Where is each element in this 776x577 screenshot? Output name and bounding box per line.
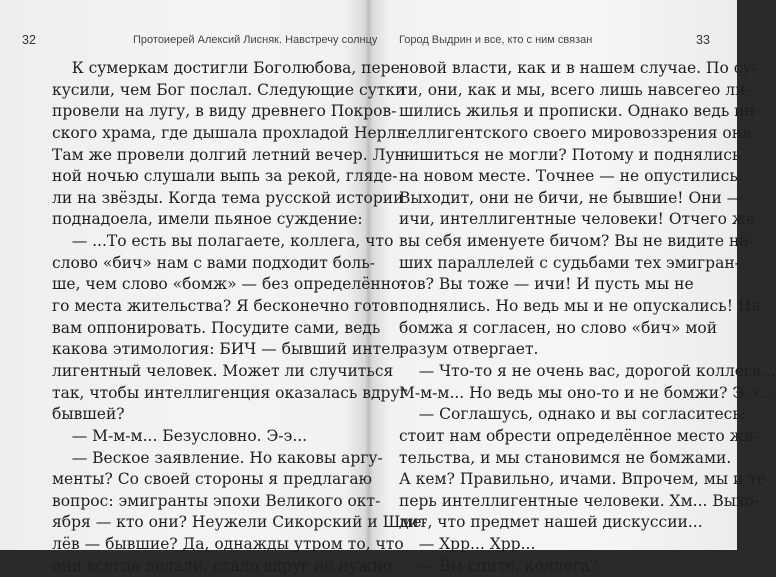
text-line: дит, что предмет нашей дискуссии... (399, 513, 703, 532)
text-line: менты? Со своей стороны я предлагаю (52, 470, 373, 489)
text-line: шились жилья и прописки. Однако ведь ин- (399, 102, 761, 121)
text-line: К сумеркам достигли Боголюбова, пере- (52, 59, 406, 77)
text-line: Там же провели долгий летний вечер. Лун- (52, 145, 411, 164)
text-line: ших параллелей с судьбами тех эмигран- (399, 253, 740, 272)
text-line: — Что-то я не очень вас, дорогой коллега... (399, 361, 776, 380)
running-head: Город Выдрин и все, кто с ним связан (399, 34, 593, 46)
text-line: кусили, чем Бог послал. Следующие сутки (52, 80, 406, 99)
text-line: тов? Вы тоже — ичи! И пусть мы не (399, 275, 694, 294)
text-line: А кем? Правильно, ичами. Впрочем, мы и те- (399, 470, 772, 489)
text-line: лёв — бывшие? Да, однажды утром то, что (52, 535, 404, 554)
text-line: новой власти, как и в нашем случае. По су- (399, 59, 757, 77)
text-line: — М-м-м... Безусловно. Э-э... (52, 426, 308, 445)
text-line: лишиться не могли? Потому и поднялись (399, 145, 741, 164)
text-line: ли на звёзды. Когда тема русской истории (52, 188, 404, 207)
body-text (399, 58, 776, 577)
text-line: — ...То есть вы полагаете, коллега, что (52, 232, 394, 251)
text-line: вы себя именуете бичом? Вы не видите на- (399, 232, 754, 251)
page-number: 33 (696, 33, 710, 47)
text-line: вопрос: эмигранты эпохи Великого окт- (52, 491, 381, 510)
text-line: слово «бич» нам с вами подходит боль- (52, 253, 375, 272)
text-line: — Соглашусь, однако и вы согласитесь: (399, 405, 747, 424)
text-line: так, чтобы интеллигенция оказалась вдруг (52, 383, 408, 402)
text-line: ичи, интеллигентные человеки! Отчего же (399, 210, 756, 229)
text-line: тельства, и мы становимся не бомжами. (399, 448, 732, 467)
text-line: провели на лугу, в виду древнего Покров- (52, 102, 397, 121)
text-line: — Вы спите, коллега? (399, 556, 599, 575)
text-line: какова этимология: БИЧ — бывший интел- (52, 340, 406, 359)
text-line: — Веское заявление. Но каковы аргу- (52, 448, 383, 467)
text-line: — Хрр... Хрр... (399, 535, 536, 554)
text-line: перь интеллигентные человеки. Хм... Выхо- (399, 491, 760, 510)
text-line: М-м-м... Но ведь мы оно-то и не бомжи? Э-э... (399, 383, 773, 402)
body-text (52, 58, 427, 577)
running-head: Протоиерей Алексий Лисняк. Навстречу солнцу (133, 34, 378, 46)
text-line: бывшей? (52, 405, 125, 424)
text-line: ти, они, как и мы, всего лишь навсегео ли- (399, 80, 751, 99)
text-line: на новом месте. Точнее — не опустились. (399, 167, 743, 186)
right-page (369, 0, 776, 575)
text-line: стоит нам обрести определённое место жи- (399, 426, 760, 445)
text-line: вам оппонировать. Посудите сами, ведь (52, 318, 381, 337)
text-line: поднадоела, имели пьяное суждение: (52, 210, 363, 229)
page-number: 32 (22, 33, 36, 47)
text-line: поднялись. Но ведь мы и не опускались! На (399, 297, 761, 316)
text-line: ной ночью слушали выпь за рекой, гляде- (52, 167, 398, 186)
text-line: бомжа я согласен, но слово «бич» мой (399, 318, 718, 337)
text-line: разум отвергает. (399, 340, 539, 359)
text-line: ского храма, где дышала прохладой Нерль. (52, 123, 410, 142)
text-line: го места жительства? Я бесконечно готов (52, 297, 399, 316)
text-line: теллигентского своего мировоззрения они (399, 123, 753, 142)
text-line: Выходит, они не бичи, не бывшие! Они — (399, 188, 743, 207)
text-line: лигентный человек. Может ли случиться (52, 361, 394, 380)
text-line: они всегда делали, стало вдруг не нужно (52, 556, 392, 575)
text-line: ше, чем слово «бомж» — без определённо- (52, 275, 406, 294)
text-line: ября — кто они? Неужели Сикорский и Шме- (52, 513, 427, 532)
